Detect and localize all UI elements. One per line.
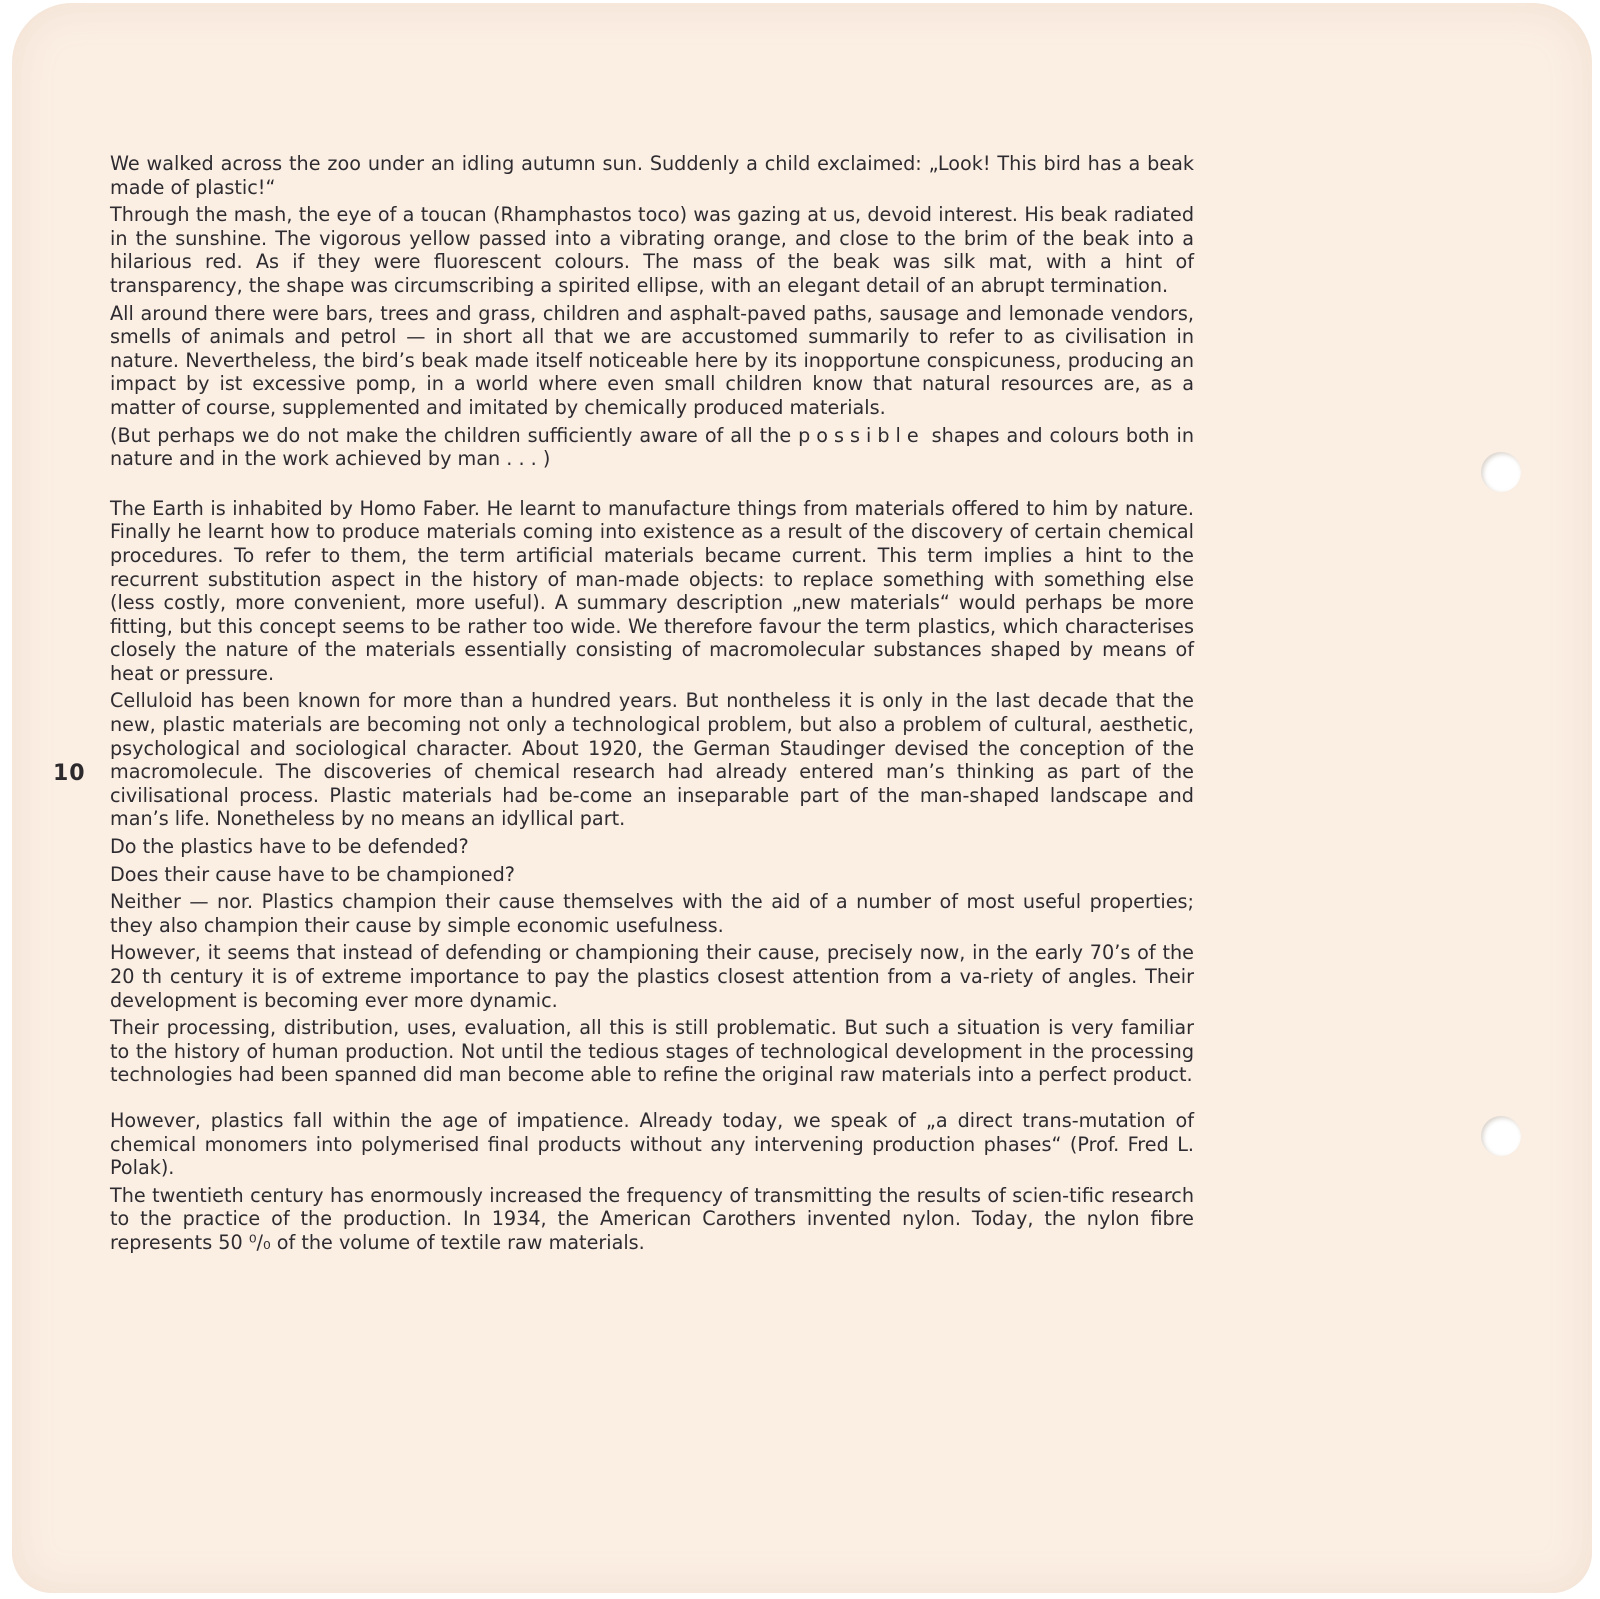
paragraph-question-championed: Does their cause have to be championed? — [110, 862, 515, 886]
paragraph-civilisation: All around there were bars, trees and grass, children and asphalt-paved paths, sausage and lemonade vendors, smells of animals and petrol — in short all that we are accustomed summarily to refer to as civilisation in nature. Nevertheless, the bird’s beak made itself noticeable here by its inopportune conspicuness, producing an impact by ist excessive pomp, in a world where even small children know that natural resources are, as a matter of course, supplemented and imitated by chemically produced materials. — [110, 301, 1194, 419]
binder-hole-top — [1481, 452, 1521, 492]
paragraph-neither-nor: Neither — nor. Plastics champion their cause themselves with the aid of a number of most useful properties; they also champion their cause by simple economic usefulness. — [110, 890, 1194, 937]
paragraph-celluloid: Celluloid has been known for more than a hundred years. But nontheless it is only in the last decade that the new, plastic materials are becoming not only a technological problem, but also a problem of cultural, aesthetic, psychological and sociological character. About 1920, the German Staudinger devised the conception of the macromolecule. The discoveries of chemical research had already entered man’s thinking as part of the civilisational process. Plastic materials had be-come an inseparable part of the man-shaped landscape and man’s life. Nonetheless by no means an idyllical part. — [110, 689, 1194, 831]
binder-hole-bottom — [1481, 1116, 1521, 1156]
paragraph-toucan-beak: Through the mash, the eye of a toucan (Rhamphastos toco) was gazing at us, devoid interest. His beak radiated in the sunshine. The vigorous yellow passed into a vibrating orange, and close to the brim of the beak into a hilarious red. As if they were fluorescent colours. The mass of the beak was silk mat, with a hint of transparency, the shape was circumscribing a spirited ellipse, with an elegant detail of an abrupt termination. — [110, 203, 1194, 297]
possible-shapes-after: shapes and colours both in nature and in the work achieved by man . . . ) — [110, 423, 1194, 471]
possible-shapes-before: (But perhaps we do not make the children sufficiently aware of all the — [110, 423, 799, 447]
paragraph-impatience: However, plastics fall within the age of impatience. Already today, we speak of „a direct trans-mutation of chemical monomers into polymerised final products without any intervening production phases“ (Prof. Fred L. Polak). — [110, 1108, 1194, 1180]
body-text — [110, 152, 1194, 1259]
possible-emphasis: possible — [798, 423, 925, 447]
paragraph-possible-shapes — [110, 424, 1194, 471]
page-number: 10 — [53, 761, 86, 786]
paragraph-question-defended: Do the plastics have to be defended? — [110, 835, 469, 859]
paragraph-twentieth-century: The twentieth century has enormously increased the frequency of transmitting the results of scien-tific research to the practice of the production. In 1934, the American Carothers invented nylon. Today, the nylon fibre represents 50 ⁰/₀ of the volume of textile raw materials. — [110, 1183, 1194, 1254]
paragraph-processing: Their processing, distribution, uses, evaluation, all this is still problematic. But such a situation is very familiar to the history of human production. Not until the tedious stages of technological development in the processing technologies had been spanned did man become able to refine the original raw materials into a perfect product. — [110, 1016, 1194, 1087]
paragraph-zoo-walk: We walked across the zoo under an idling autumn sun. Suddenly a child exclaimed: „Look! This bird has a beak made of plastic!“ — [110, 152, 1194, 199]
paragraph-seventies: However, it seems that instead of defending or championing their cause, precisely now, in the early 70’s of the 20 th century it is of extreme importance to pay the plastics closest attention from a va-riety of angles. Their development is becoming ever more dynamic. — [110, 941, 1194, 1012]
paragraph-homo-faber: The Earth is inhabited by Homo Faber. He learnt to manufacture things from materials offered to him by nature. Finally he learnt how to produce materials coming into existence as a result of the discovery of certain chemical procedures. To refer to them, the term artificial materials became current. This term implies a hint to the recurrent substitution aspect in the history of man-made objects: to replace something with something else (less costly, more convenient, more useful). A summary description „new materials“ would perhaps be more fitting, but this concept seems to be rather too wide. We therefore favour the term plastics, which characterises closely the nature of the materials essentially consisting of macromolecular substances shaped by means of heat or pressure. — [110, 496, 1194, 685]
